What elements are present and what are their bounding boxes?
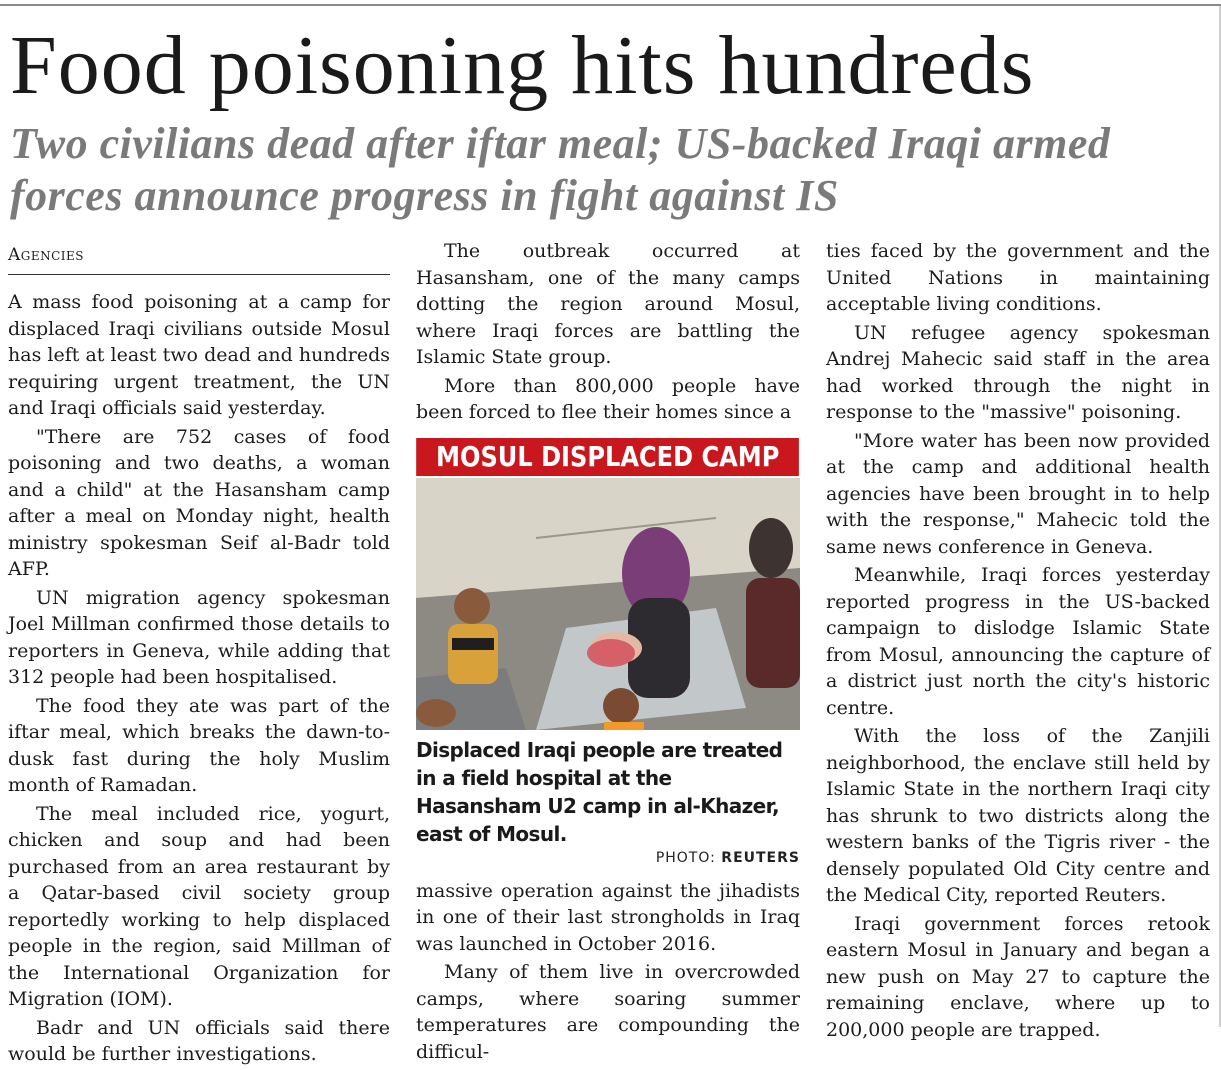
photo-credit xyxy=(416,848,800,868)
paragraph: UN refugee agency spokesman Andrej Mahecic said staff in the area had worked through the night in response to the "massive" poisoning. xyxy=(826,321,1210,423)
paragraph: Many of them live in overcrowded camps, where soaring summer temperatures are compounding the difficul- xyxy=(416,961,800,1063)
subheadline: Two civilians dead after iftar meal; US-backed Iraqi armed forces announce progress in fight against IS xyxy=(10,119,1111,220)
paragraph: The outbreak occurred at Hasansham, one of the many camps dotting the region around Mosul, where Iraqi forces are battling the Islamic State group. xyxy=(416,240,800,368)
photo-caption: Displaced Iraqi people are treated in a field hospital at the Hasansham U2 camp in al-Khazer, east of Mosul. xyxy=(416,737,783,846)
top-rule xyxy=(0,4,1221,6)
paragraph: Iraqi government forces retook eastern Mosul in January and began a new push on May 27 to capture the remaining enclave, where up to 200,000 people are trapped. xyxy=(826,912,1210,1041)
photo-figure xyxy=(416,438,800,868)
article-column-2 xyxy=(416,238,800,1067)
byline: Agencies xyxy=(8,238,390,275)
paragraph: Meanwhile, Iraqi forces yesterday reported progress in the US-backed campaign to dislodge Islamic State from Mosul, announcing the capture of a district just north the city's historic centre. xyxy=(826,564,1210,719)
paragraph: The food they ate was part of the iftar meal, which breaks the dawn-to-dusk fast during the holy Muslim month of Ramadan. xyxy=(8,694,390,796)
paragraph: Badr and UN officials said there would be further investigations. xyxy=(8,1016,390,1065)
paragraph: A mass food poisoning at a camp for displaced Iraqi civilians outside Mosul has left at least two dead and hundreds requiring urgent treatment, the UN and Iraqi officials said yesterday. xyxy=(8,291,390,419)
paragraph: massive operation against the jihadists in one of their last strongholds in Iraq was launched in October 2016. xyxy=(416,879,800,955)
photo-banner: MOSUL DISPLACED CAMP xyxy=(416,438,799,476)
paragraph: UN migration agency spokesman Joel Millman confirmed those details to reporters in Geneva, while adding that 312 people had been hospitalised. xyxy=(8,586,390,688)
credit-source: REUTERS xyxy=(721,849,800,866)
paragraph: ties faced by the government and the United Nations in maintaining acceptable living conditions. xyxy=(826,240,1210,315)
credit-label: PHOTO: xyxy=(655,849,716,866)
paragraph: "More water has been now provided at the camp and additional health agencies have been brought in to help with the response," Mahecic told the same news conference in Geneva. xyxy=(826,429,1210,558)
paragraph: More than 800,000 people have been forced to flee their homes since a xyxy=(416,374,800,423)
headline: Food poisoning hits hundreds xyxy=(10,19,1035,112)
article-column-1 xyxy=(8,238,390,1070)
paragraph: With the loss of the Zanjili neighborhood, the enclave still held by Islamic State in the northern Iraqi city has shrunk to two districts along the western banks of the Tigris river - the densely populated Old City centre and the Medical City, reported Reuters. xyxy=(826,725,1210,906)
paragraph: The meal included rice, yogurt, chicken and soup and had been purchased from an area restaurant by a Qatar-based civil society group reportedly working to help displaced people in the region, said Millman of the International Organization for Migration (IOM). xyxy=(8,802,390,1010)
paragraph: "There are 752 cases of food poisoning and two deaths, a woman and a child" at the Hasansham camp after a meal on Monday night, health ministry spokesman Seif al-Badr told AFP. xyxy=(8,425,390,580)
camp-photo xyxy=(416,478,800,730)
article-column-3 xyxy=(826,238,1210,1045)
